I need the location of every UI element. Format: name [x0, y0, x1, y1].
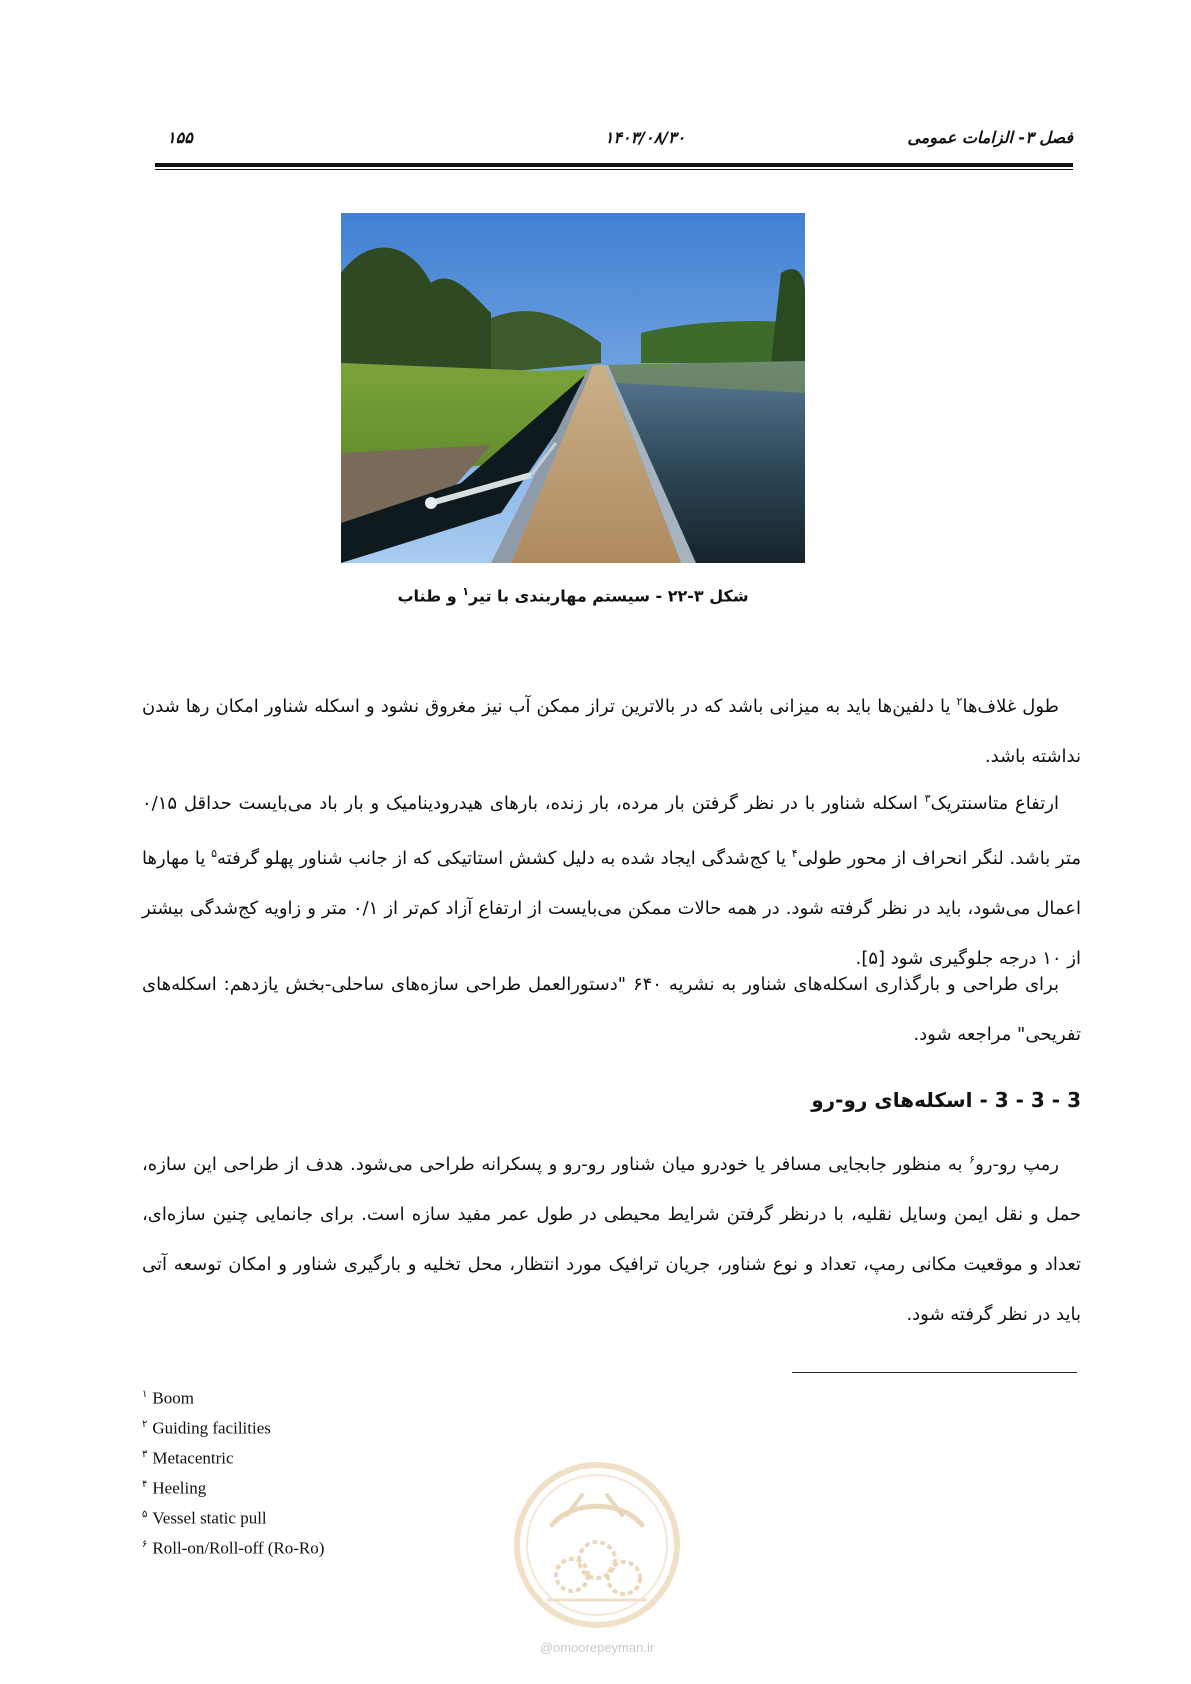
para4-text-a: رمپ رو-رو	[975, 1154, 1059, 1175]
paragraph-3	[142, 960, 1081, 1060]
footnote-text: Metacentric	[152, 1448, 234, 1468]
header-date: ۱۴۰۳/۰۸/۳۰	[604, 128, 686, 147]
para2-text-d: یا مهارها اعمال می‌شود، باید در نظر گرفته شود. در همه حالات ممکن می‌بایست از ارتفاع آزاد کم‌تر از ۰/۱ متر و زاویه کج‌شدگی بیشتر از ۱۰ درجه جلوگیری شود [۵].	[142, 848, 1081, 969]
footnote-text: Guiding facilities	[152, 1418, 271, 1438]
section-heading: 3 - 3 - 3 - اسکله‌های رو-رو	[811, 1088, 1081, 1112]
footnote-text: Roll-on/Roll-off (Ro-Ro)	[152, 1538, 325, 1558]
para1-text-a: طول غلاف‌ها	[962, 696, 1059, 717]
para1-footnote-ref: ۲	[956, 695, 963, 708]
watermark-url: @omoorepeyman.ir	[539, 1640, 655, 1655]
footnote-number: ۵	[142, 1509, 148, 1520]
page-number: ۱۵۵	[167, 128, 193, 147]
figure-photo	[341, 213, 805, 563]
footnote-text: Boom	[152, 1388, 194, 1408]
paragraph-1	[142, 677, 1081, 782]
figure-caption	[300, 585, 846, 605]
footnote-number: ۳	[142, 1449, 148, 1460]
footnote-separator	[792, 1372, 1077, 1373]
footnote-item	[142, 1530, 542, 1560]
para2-footnote-ref-5: ۵	[211, 847, 217, 860]
footnote-item	[142, 1410, 542, 1440]
para2-footnote-ref-4: ۴	[791, 847, 798, 860]
caption-text-end: و طناب	[397, 586, 463, 606]
header-rule-thick	[155, 163, 1073, 167]
chapter-title: فصل ۳- الزامات عمومی	[907, 128, 1073, 147]
caption-footnote-ref: ۱	[462, 585, 469, 598]
page-header	[155, 128, 1073, 158]
para2-footnote-ref-3: ۳	[924, 792, 931, 805]
footnote-item	[142, 1440, 542, 1470]
footnote-item	[142, 1500, 542, 1530]
footnote-number: ۲	[142, 1419, 148, 1430]
footnote-number: ۱	[142, 1389, 148, 1400]
paragraph-4	[142, 1135, 1081, 1340]
watermark-logo	[512, 1460, 682, 1630]
para2-text-c: یا کج‌شدگی ایجاد شده به دلیل کشش استاتیکی که از جانب شناور پهلو گرفته	[217, 848, 792, 869]
para1-text-b: یا دلفین‌ها باید به میزانی باشد که در بالاترین تراز ممکن آب نیز مغروق نشود و اسکله شناور امکان رها شدن نداشته باشد.	[142, 696, 1081, 767]
footnotes	[142, 1380, 542, 1560]
footnote-number: ۶	[142, 1539, 148, 1550]
para4-footnote-ref: ۶	[969, 1153, 976, 1166]
para2-text-b: اسکله شناور با در نظر گرفتن بار مرده، بار زنده، بارهای هیدرودینامیک و بار باد می‌بایست حداقل ۰/۱۵ متر باشد. لنگر انحراف از محور طولی	[142, 793, 1081, 869]
para4-text-b: به منظور جابجایی مسافر یا خودرو میان شناور رو-رو و پسکرانه طراحی می‌شود. هدف از طراحی این سازه، حمل و نقل ایمن وسایل نقلیه، با درنظر گرفتن شرایط محیطی در طول عمر مفید سازه است. برای جانمایی چنین سازه‌ای، تعداد و موقعیت مکانی رمپ، تعداد و نوع شناور، جریان ترافیک مورد انتظار، محل تخلیه و بارگیری شناور و امکان توسعه آتی باید در نظر گرفته شود.	[142, 1154, 1081, 1325]
caption-text: شکل ۳-۲۲ - سیستم مهاربندی با تیر	[468, 586, 749, 606]
footnote-item	[142, 1380, 542, 1410]
header-rule-thin	[155, 169, 1073, 170]
paragraph-2	[142, 774, 1081, 984]
footnote-number: ۴	[142, 1479, 148, 1490]
footnote-item	[142, 1470, 542, 1500]
para3-text: برای طراحی و بارگذاری اسکله‌های شناور به نشریه ۶۴۰ "دستورالعمل طراحی سازه‌های ساحلی-بخش یازدهم: اسکله‌های تفریحی" مراجعه شود.	[142, 974, 1081, 1045]
footnote-text: Heeling	[152, 1478, 207, 1498]
para2-text-a: ارتفاع متاسنتریک	[930, 793, 1059, 814]
footnote-text: Vessel static pull	[152, 1508, 267, 1528]
